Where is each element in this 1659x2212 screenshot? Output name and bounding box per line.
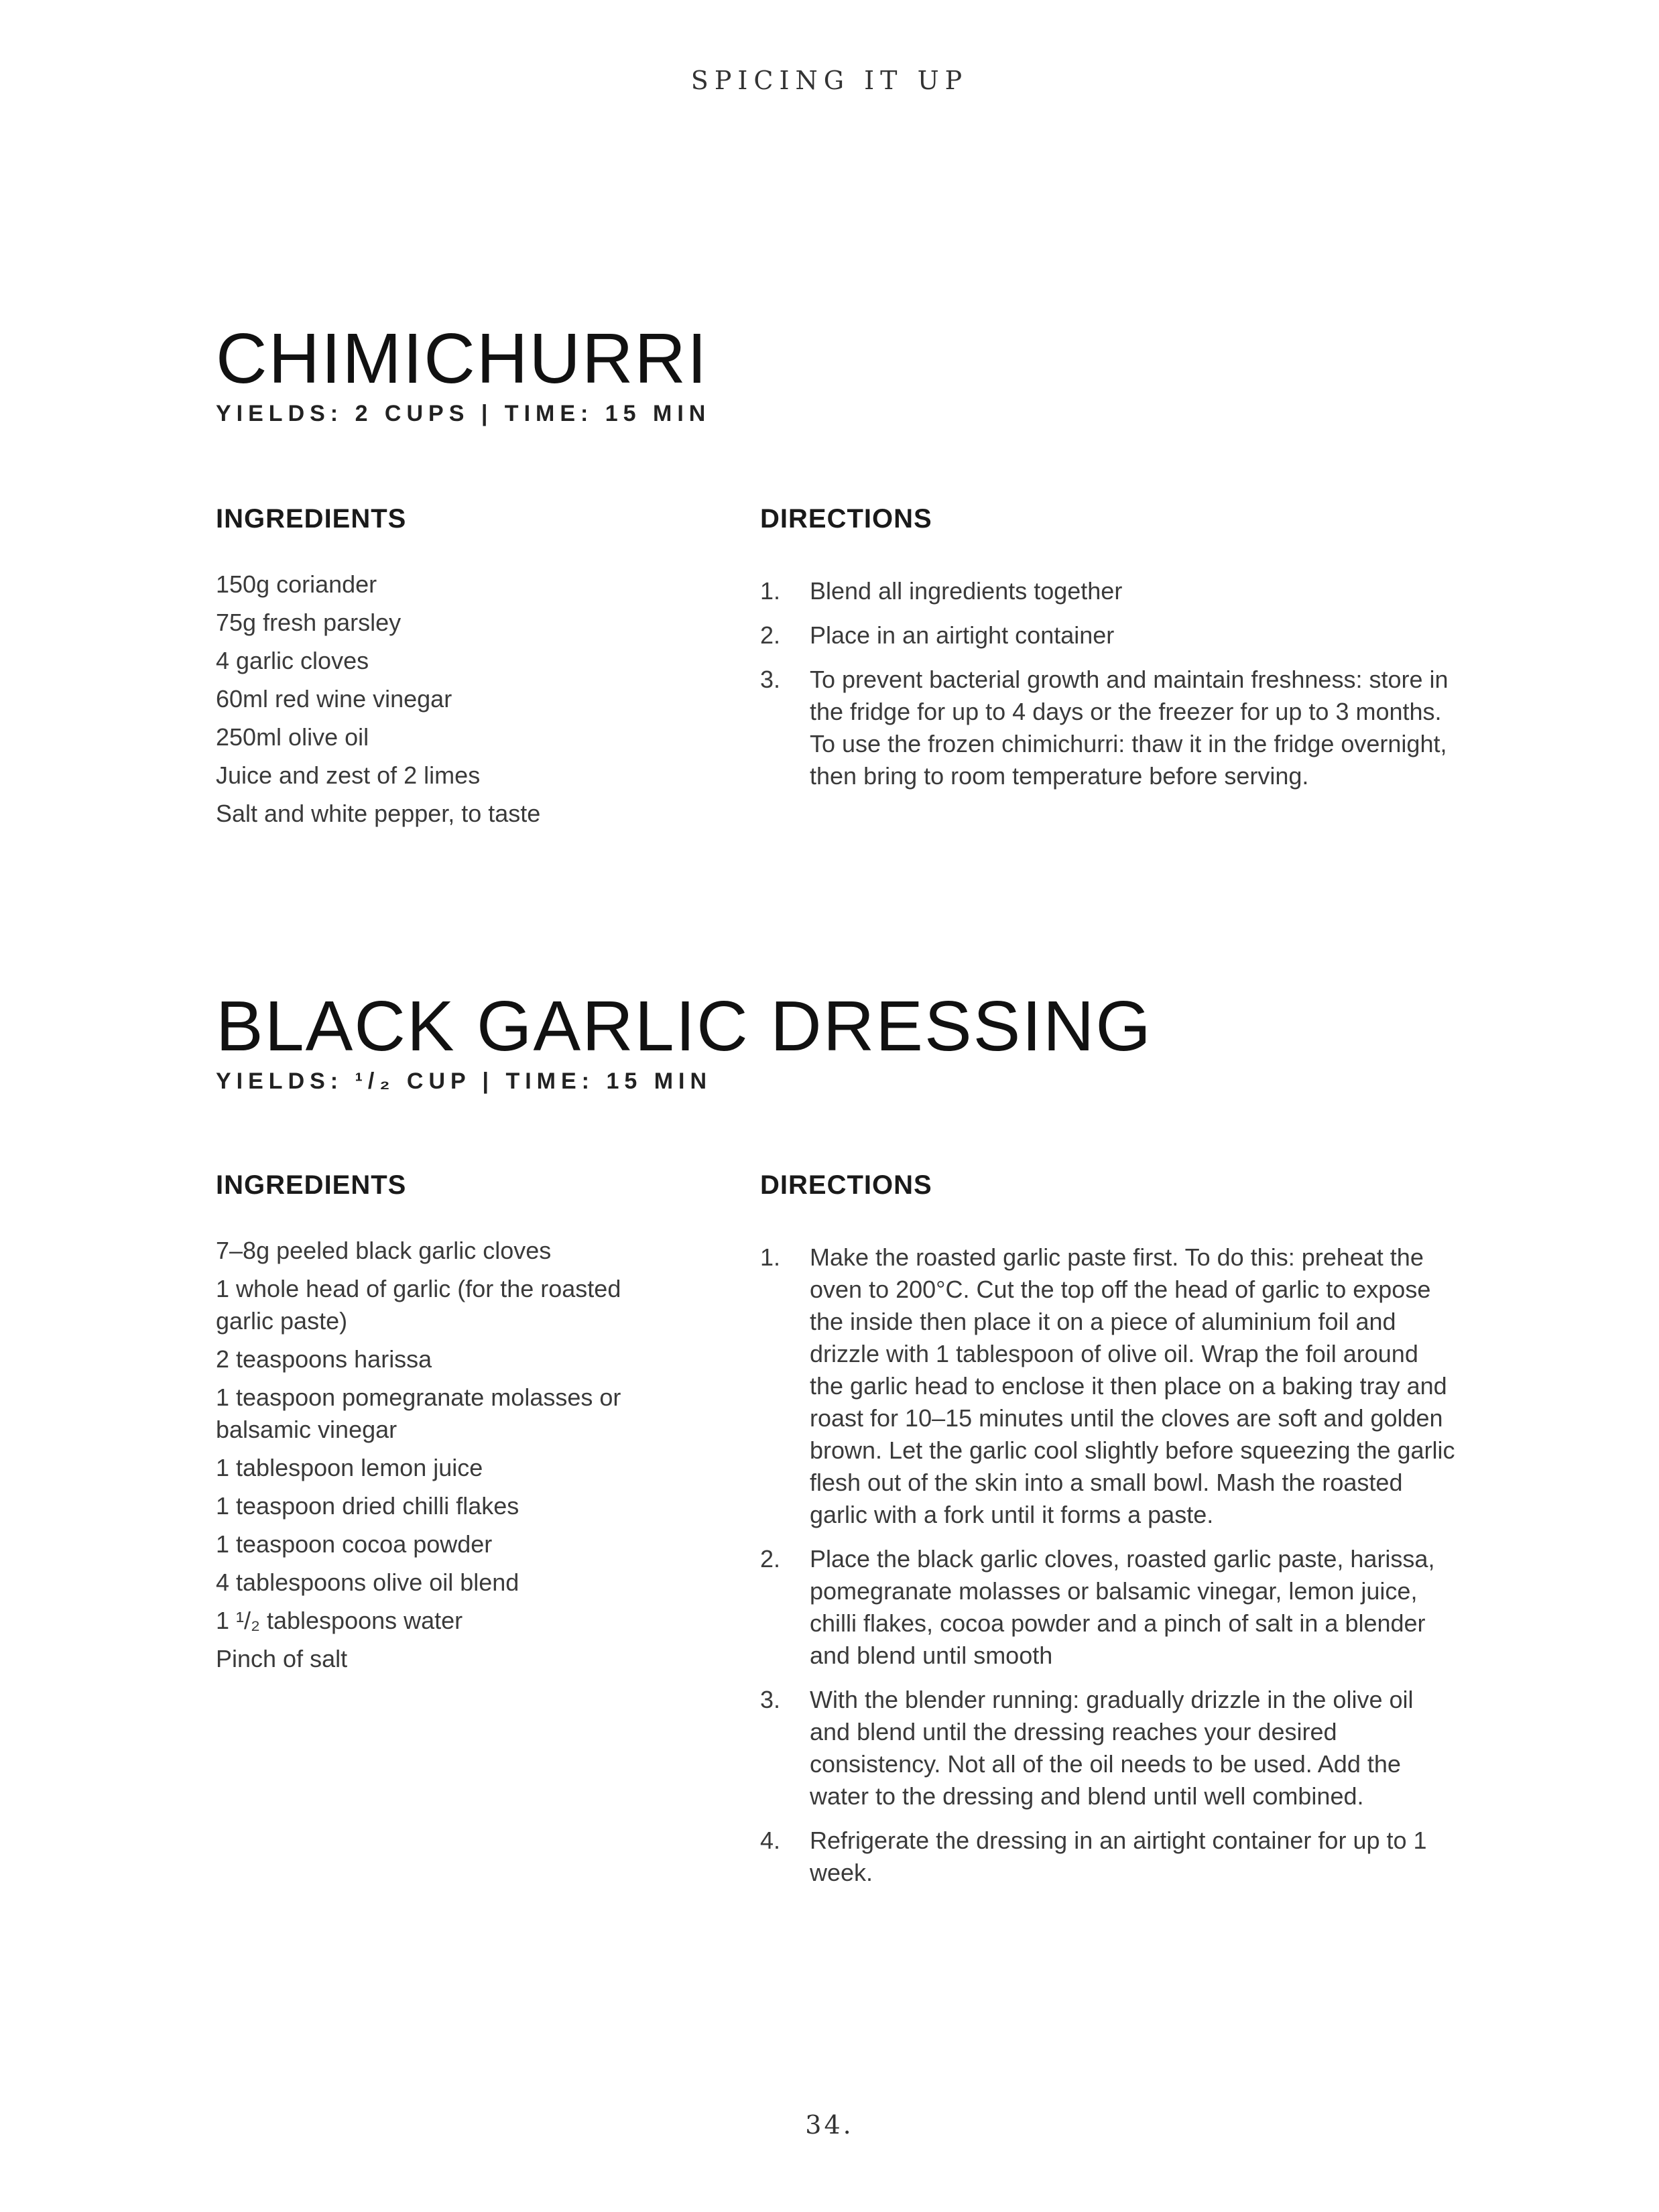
step-number: 2. [760, 1545, 781, 1573]
ingredient-item: 150g coriander [216, 570, 377, 598]
direction-step [760, 619, 1457, 652]
direction-step [760, 575, 1457, 607]
step-text: With the blender running: gradually drizzle in the olive oil and blend until the dressing reaches your desired consistency. Not all of the oil needs to be used. Add the water to the dressing and blend until well combined. [810, 1686, 1414, 1810]
ingredients-list [216, 568, 645, 836]
ingredient-item: Salt and white pepper, to taste [216, 800, 541, 827]
ingredient-item: 1 ¹/₂ tablespoons water [216, 1607, 463, 1634]
directions-heading: DIRECTIONS [760, 504, 932, 534]
recipe-black-garlic-header [216, 987, 1456, 1095]
step-text: Place in an airtight container [810, 621, 1115, 649]
recipe-title: CHIMICHURRI [216, 319, 709, 398]
recipe-chimichurri-header [216, 319, 1456, 427]
recipe-title: BLACK GARLIC DRESSING [216, 987, 1152, 1066]
ingredient-item: 4 garlic cloves [216, 647, 369, 674]
step-text: Make the roasted garlic paste first. To do this: preheat the oven to 200°C. Cut the top off the head of garlic to expose the inside then place it on a piece of aluminium foil and drizzle with 1 tablespoon of olive oil. Wrap the foil around the garlic head to enclose it then place on a baking tray and roast for 10–15 minutes until the cloves are soft and golden brown. Let the garlic cool slightly before squeezing the garlic flesh out of the skin into a small bowl. Mash the roasted garlic with a fork until it forms a paste. [810, 1243, 1455, 1528]
ingredient-item: 7–8g peeled black garlic cloves [216, 1237, 552, 1264]
running-head: SPICING IT UP [690, 66, 969, 95]
ingredient-item: 1 teaspoon cocoa powder [216, 1530, 493, 1558]
ingredients-heading: INGREDIENTS [216, 1170, 407, 1200]
step-number: 4. [760, 1827, 781, 1854]
step-number: 3. [760, 1686, 781, 1713]
ingredient-item: 60ml red wine vinegar [216, 685, 452, 713]
ingredient-item: 250ml olive oil [216, 723, 369, 751]
ingredient-item: 4 tablespoons olive oil blend [216, 1569, 519, 1596]
direction-step [760, 664, 1457, 792]
ingredients-list [216, 1235, 645, 1681]
step-text: Place the black garlic cloves, roasted garlic paste, harissa, pomegranate molasses or balsamic vinegar, lemon juice, chilli flakes, cocoa powder and a pinch of salt in a blender and blend until smooth [810, 1545, 1435, 1669]
recipe-meta: YIELDS: ¹/₂ CUP | TIME: 15 MIN [216, 1068, 713, 1094]
directions-list [760, 1241, 1457, 1901]
directions-list [760, 575, 1457, 804]
ingredient-item: Juice and zest of 2 limes [216, 761, 481, 789]
direction-step [760, 1825, 1457, 1889]
direction-step [760, 1543, 1457, 1672]
step-text: Blend all ingredients together [810, 577, 1123, 605]
ingredient-item: 1 teaspoon dried chilli flakes [216, 1492, 519, 1520]
ingredient-item: 1 whole head of garlic (for the roasted garlic paste) [216, 1275, 621, 1335]
page-number: 34. [805, 2110, 854, 2140]
step-number: 3. [760, 666, 781, 693]
recipe-meta: YIELDS: 2 CUPS | TIME: 15 MIN [216, 401, 711, 426]
ingredient-item: 75g fresh parsley [216, 609, 402, 636]
direction-step [760, 1241, 1457, 1531]
step-number: 1. [760, 577, 781, 605]
ingredient-item: 1 teaspoon pomegranate molasses or balsamic vinegar [216, 1384, 621, 1443]
step-number: 1. [760, 1243, 781, 1271]
direction-step [760, 1684, 1457, 1812]
directions-heading: DIRECTIONS [760, 1170, 932, 1200]
step-number: 2. [760, 621, 781, 649]
step-text: Refrigerate the dressing in an airtight container for up to 1 week. [810, 1827, 1427, 1886]
ingredient-item: Pinch of salt [216, 1645, 348, 1672]
step-text: To prevent bacterial growth and maintain freshness: store in the fridge for up to 4 days or the freezer for up to 3 months. To use the frozen chimichurri: thaw it in the fridge overnight, then bring to room temperature before serving. [810, 666, 1449, 790]
ingredients-heading: INGREDIENTS [216, 504, 407, 534]
ingredient-item: 2 teaspoons harissa [216, 1345, 432, 1373]
ingredient-item: 1 tablespoon lemon juice [216, 1454, 483, 1481]
